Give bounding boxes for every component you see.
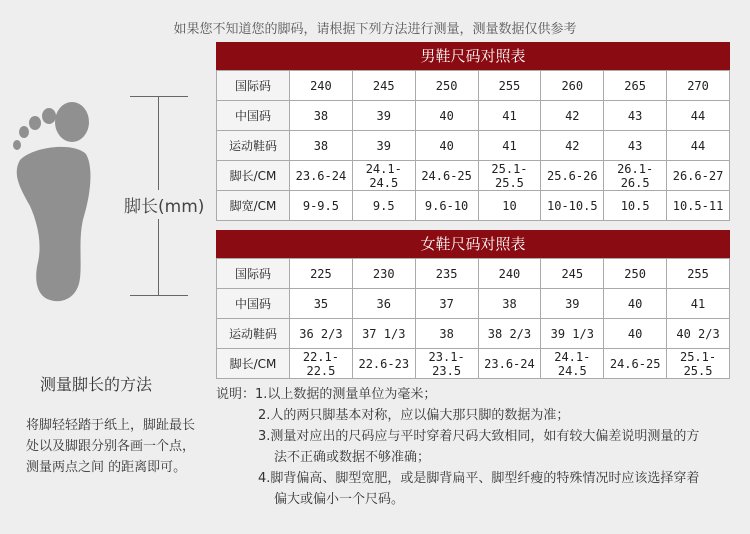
row-label: 国际码 [217,71,290,101]
table-cell: 25.1-25.5 [667,349,730,379]
table-cell: 40 [415,131,478,161]
top-instruction: 如果您不知道您的脚码，请根据下列方法进行测量，测量数据仅供参考 [173,22,577,37]
foot-icon [12,96,98,306]
table-cell: 38 [290,101,353,131]
table-cell: 245 [541,259,604,289]
table-cell: 43 [604,101,667,131]
row-label: 运动鞋码 [217,319,290,349]
table-row [217,131,730,161]
table-row [217,289,730,319]
table-cell: 10.5-11 [667,191,730,221]
table-cell: 39 1/3 [541,319,604,349]
method-body: 将脚轻轻踏于纸上，脚趾最长处以及脚跟分别各画一个点，测量两点之间 的距离即可。 [26,418,196,475]
table-cell: 38 [478,289,541,319]
note-line-4-cont: 偏大或偏小一个尺码。 [274,492,405,507]
men-table-title: 男鞋尺码对照表 [216,42,730,70]
table-cell: 10-10.5 [541,191,604,221]
table-cell: 9.6-10 [415,191,478,221]
table-cell: 39 [541,289,604,319]
table-cell: 270 [667,71,730,101]
note-line-3-cont: 法不正确或数据不够准确； [274,450,431,465]
table-cell: 38 [415,319,478,349]
table-cell: 41 [478,131,541,161]
table-cell: 230 [352,259,415,289]
table-cell: 10 [478,191,541,221]
table-row [217,319,730,349]
table-cell: 10.5 [604,191,667,221]
method-title: 测量脚长的方法 [40,375,153,394]
measure-tick-bottom [130,295,188,296]
table-cell: 43 [604,131,667,161]
table-cell: 44 [667,131,730,161]
table-cell: 25.6-26 [541,161,604,191]
table-cell: 9-9.5 [290,191,353,221]
row-label: 国际码 [217,259,290,289]
table-cell: 36 [352,289,415,319]
table-row [217,71,730,101]
row-label: 运动鞋码 [217,131,290,161]
table-cell: 9.5 [352,191,415,221]
table-cell: 42 [541,101,604,131]
note-line-4: 4.脚背偏高、脚型宽肥，或是脚背扁平、脚型纤瘦的特殊情况时应该选择穿着 [258,471,700,486]
table-row [217,161,730,191]
table-cell: 22.1-22.5 [290,349,353,379]
table-cell: 225 [290,259,353,289]
table-cell: 35 [290,289,353,319]
table-cell: 24.1-24.5 [541,349,604,379]
table-cell: 25.1-25.5 [478,161,541,191]
table-cell: 22.6-23 [352,349,415,379]
table-cell: 24.1-24.5 [352,161,415,191]
row-label: 脚长/CM [217,161,290,191]
table-cell: 245 [352,71,415,101]
table-cell: 36 2/3 [290,319,353,349]
table-cell: 37 [415,289,478,319]
table-cell: 40 [604,289,667,319]
table-cell: 26.6-27 [667,161,730,191]
notes-section [216,384,736,510]
table-cell: 265 [604,71,667,101]
table-cell: 23.1-23.5 [415,349,478,379]
table-cell: 40 2/3 [667,319,730,349]
table-cell: 24.6-25 [415,161,478,191]
table-cell: 38 [290,131,353,161]
table-cell: 23.6-24 [290,161,353,191]
row-label: 脚宽/CM [217,191,290,221]
table-cell: 39 [352,101,415,131]
table-row [217,191,730,221]
table-cell: 37 1/3 [352,319,415,349]
table-row [217,101,730,131]
table-cell: 240 [290,71,353,101]
table-cell: 250 [415,71,478,101]
table-cell: 26.1-26.5 [604,161,667,191]
table-cell: 40 [415,101,478,131]
table-row [217,259,730,289]
row-label: 中国码 [217,101,290,131]
table-cell: 235 [415,259,478,289]
table-cell: 38 2/3 [478,319,541,349]
note-line-2: 2.人的两只脚基本对称，应以偏大那只脚的数据为准； [258,408,570,423]
table-cell: 250 [604,259,667,289]
table-cell: 42 [541,131,604,161]
measure-tick-top [130,96,188,97]
table-cell: 41 [478,101,541,131]
table-cell: 44 [667,101,730,131]
women-size-table [216,230,730,379]
note-line-3: 3.测量对应出的尺码应与平时穿着尺码大致相同，如有较大偏差说明测量的方 [258,429,700,444]
women-table-title: 女鞋尺码对照表 [216,230,730,258]
women-size-grid [216,258,730,379]
table-cell: 240 [478,259,541,289]
men-size-table [216,42,730,221]
men-size-grid [216,70,730,221]
foot-length-label: 脚长(mm) [124,190,204,219]
note-line-1: 说明：1.以上数据的测量单位为毫米； [216,387,437,402]
table-cell: 40 [604,319,667,349]
table-cell: 255 [478,71,541,101]
table-cell: 260 [541,71,604,101]
row-label: 中国码 [217,289,290,319]
table-cell: 255 [667,259,730,289]
row-label: 脚长/CM [217,349,290,379]
table-cell: 23.6-24 [478,349,541,379]
table-row [217,349,730,379]
table-cell: 41 [667,289,730,319]
table-cell: 24.6-25 [604,349,667,379]
table-cell: 39 [352,131,415,161]
